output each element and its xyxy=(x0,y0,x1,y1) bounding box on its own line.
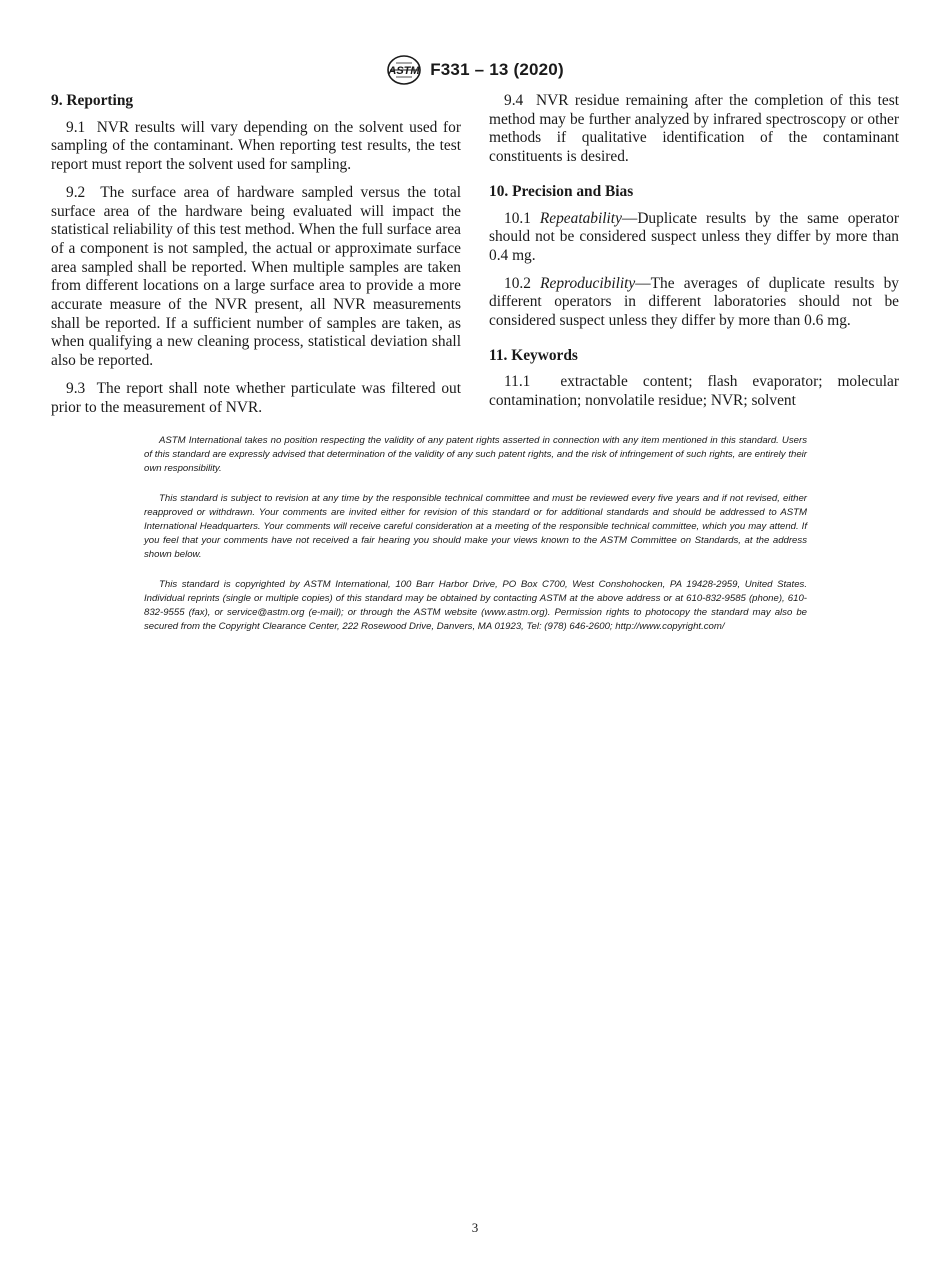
paragraph-10-2 xyxy=(489,275,899,331)
paragraph-text: —Duplicate results by the same operator should not be considered suspect unless they differ by more than 0.4 mg. xyxy=(489,209,899,264)
paragraph-number: 9.4 xyxy=(504,92,524,109)
right-column xyxy=(489,92,899,420)
paragraph-text: —The averages of duplicate results by different operators in different laboratories should not be considered suspect unless they differ by more than 0.6 mg. xyxy=(489,274,899,330)
paragraph-9-2 xyxy=(51,184,461,371)
paragraph-text: NVR results will vary depending on the solvent used for sampling of the contaminant. When reporting test results, the test report must report the solvent used for sampling. xyxy=(51,118,461,174)
page-number: 3 xyxy=(471,1220,479,1235)
paragraph-9-1 xyxy=(51,119,461,175)
paragraph-text: The surface area of hardware sampled versus the total surface area of the hardware being evaluated will impact the statistical reliability of this test method. When the full surface area of a component is not sampled, the actual or approximate surface area sampled shall be reported. When multiple samples are taken from different locations on a large surface area to provide a more accurate measure of the NVR present, all NVR measurements shall be reported. If a sufficient number of samples are taken, as when qualifying a new cleaning process, statistical deviation shall also be reported. xyxy=(51,183,461,370)
paragraph-term: Reproducibility xyxy=(540,274,636,292)
left-column xyxy=(51,92,461,426)
paragraph-11-1 xyxy=(489,373,899,410)
paragraph-9-3 xyxy=(51,380,461,417)
section-9-heading: 9. Reporting xyxy=(51,92,134,109)
paragraph-number: 9.1 xyxy=(66,118,86,136)
copyright-notice: This standard is copyrighted by ASTM International, 100 Barr Harbor Drive, PO Box C700, West Conshohocken, PA 19428-2959, United States. Individual reprints (single or multiple copies) of this standard may be obtained by contacting ASTM at the above address or at 610-832-9585 (phone), 610-832-9555 (fax), or service@astm.org (e-mail); or through the ASTM website (www.astm.org). Permission rights to photocopy the standard may also be secured from the Copyright Clearance Center, 222 Rosewood Drive, Danvers, MA 01923, Tel: (978) 646-2600; http://www.copyright.com/ xyxy=(144,579,807,632)
astm-logo xyxy=(386,54,422,86)
revision-notice: This standard is subject to revision at any time by the responsible technical committee and must be reviewed every five years and if not revised, either reapproved or withdrawn. Your comments are invited either for revision of this standard or for additional standards and should be addressed to ASTM International Headquarters. Your comments will receive careful consideration at a meeting of the responsible technical committee, which you may attend. If you feel that your comments have not received a fair hearing you should make your views known to the ASTM Committee on Standards, at the address shown below. xyxy=(144,493,807,560)
legal-notices xyxy=(144,434,807,650)
patent-notice: ASTM International takes no position respecting the validity of any patent rights asserted in connection with any item mentioned in this standard. Users of this standard are expressly advised that determination of the validity of any such patent rights, and the risk of infringement of such rights, are entirely their own responsibility. xyxy=(144,435,807,474)
page-header xyxy=(0,54,950,86)
standard-designation: F331 – 13 (2020) xyxy=(430,60,564,79)
paragraph-text: extractable content; flash evaporator; molecular contamination; nonvolatile residue; NVR; solvent xyxy=(489,373,899,410)
paragraph-number: 9.2 xyxy=(66,183,86,201)
section-11-heading: 11. Keywords xyxy=(489,346,578,364)
paragraph-number: 10.1 xyxy=(504,209,531,227)
svg-text:ASTM: ASTM xyxy=(388,65,420,77)
paragraph-9-4 xyxy=(489,92,899,167)
section-10-heading: 10. Precision and Bias xyxy=(489,182,634,200)
paragraph-10-1 xyxy=(489,210,899,266)
paragraph-number: 10.2 xyxy=(504,274,531,292)
paragraph-number: 11.1 xyxy=(504,373,531,391)
paragraph-text: NVR residue remaining after the completion of this test method may be further analyzed by infrared spectroscopy or other methods if qualitative identification of the contaminant constituents is desired. xyxy=(489,92,899,166)
paragraph-number: 9.3 xyxy=(66,379,86,397)
paragraph-term: Repeatability xyxy=(539,209,622,227)
paragraph-text: The report shall note whether particulate was filtered out prior to the measurement of NVR. xyxy=(51,379,461,416)
